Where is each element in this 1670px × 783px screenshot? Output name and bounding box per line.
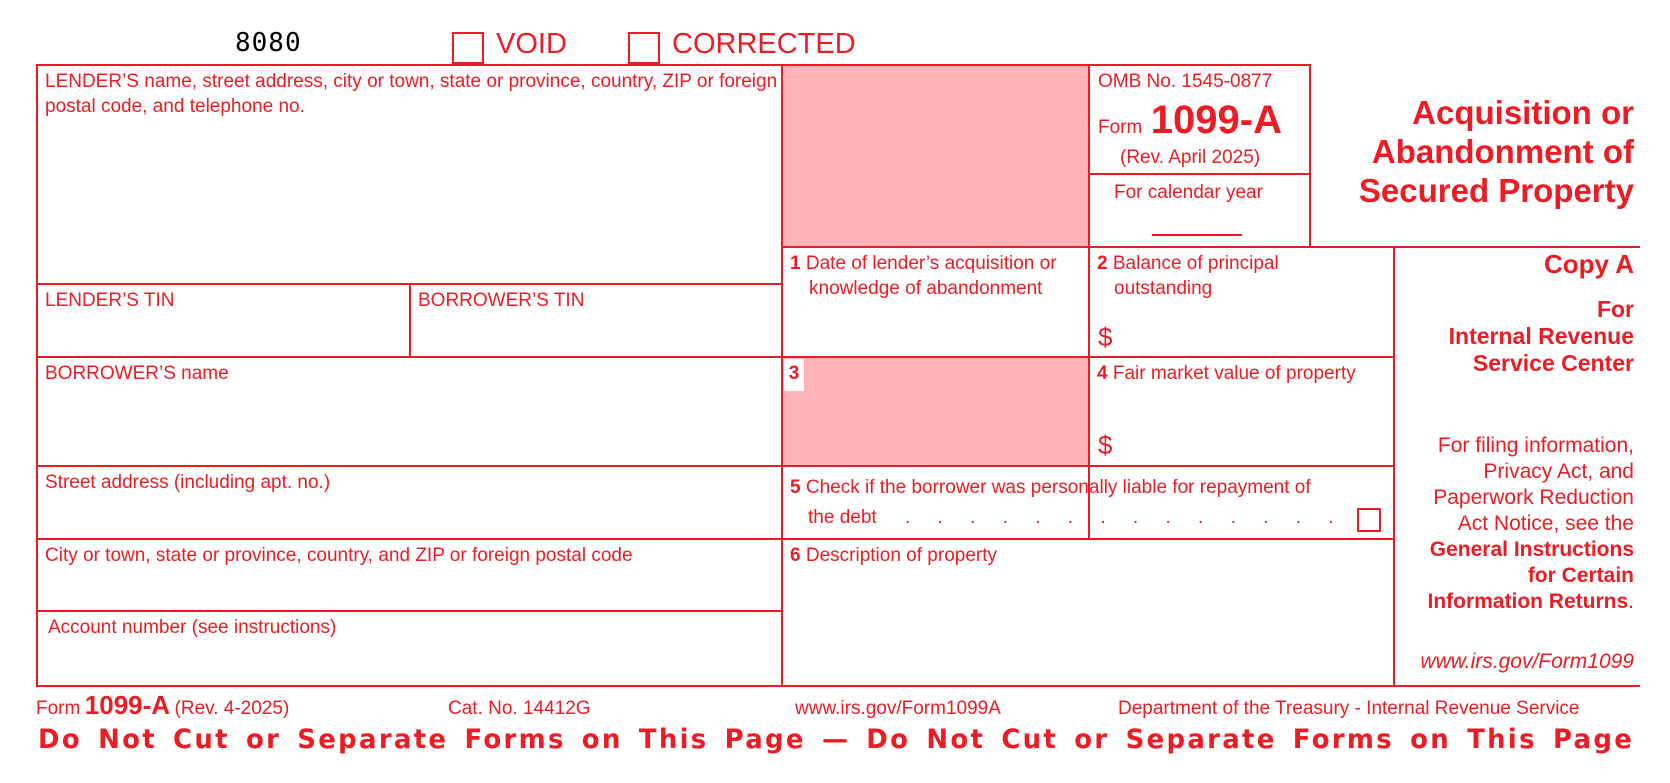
box5-label-line1: Check if the borrower was personally liable for repayment of — [805, 477, 1311, 498]
box1-label-line2: knowledge of abandonment — [809, 278, 1043, 299]
shaded-area-box3 — [783, 358, 1088, 465]
col-sep-omb — [1309, 64, 1311, 248]
shaded-area-top — [783, 66, 1088, 246]
filing-info-line4: Act Notice, see the — [1457, 512, 1634, 535]
rule-borrower-name — [36, 356, 1395, 358]
borrower-name-field[interactable] — [38, 388, 781, 465]
title-line-3: Secured Property — [1358, 172, 1634, 209]
copy-a-title: Copy A — [1543, 249, 1634, 279]
copy-a-for-block — [1400, 296, 1634, 377]
corrected-checkbox[interactable] — [628, 32, 660, 64]
box5-label-line2: the debt — [808, 507, 877, 528]
do-not-cut-notice: Do Not Cut or Separate Forms on This Page — Do Not Cut or Separate Forms on This Page — [38, 724, 1635, 755]
box2-label-line1: Balance of principal — [1112, 253, 1279, 274]
void-checkbox[interactable] — [452, 32, 484, 64]
form-code: 8080 — [235, 28, 302, 58]
omb-number: OMB No. 1545-0877 — [1098, 71, 1273, 92]
calendar-year-label: For calendar year — [1114, 182, 1263, 203]
footer-url[interactable]: www.irs.gov/Form1099A — [795, 698, 1001, 719]
box6-number: 6 — [790, 545, 801, 566]
footer-form-id — [36, 690, 289, 721]
box5-number: 5 — [790, 477, 801, 498]
copy-a-url[interactable]: www.irs.gov/Form1099 — [1420, 650, 1634, 673]
rule-street — [36, 465, 1395, 467]
form-title — [1316, 93, 1634, 210]
box1-number: 1 — [790, 253, 801, 274]
account-number-label: Account number (see instructions) — [48, 617, 337, 638]
omb-form-word: Form — [1098, 117, 1143, 138]
general-instructions-period: . — [1628, 590, 1634, 613]
title-line-1: Acquisition or — [1412, 94, 1634, 131]
void-label: VOID — [496, 28, 567, 60]
borrower-tin-field[interactable] — [411, 314, 781, 356]
box2-label-line2: outstanding — [1114, 278, 1213, 299]
box5-checkbox[interactable] — [1357, 508, 1381, 532]
box5-leader-dots: . . . . . . . . . . . . . . — [905, 507, 1345, 528]
general-instructions-text: Information Returns — [1427, 590, 1629, 613]
lender-tin-field[interactable] — [38, 314, 409, 356]
box6-label — [790, 543, 997, 568]
footer-cat-number: Cat. No. 14412G — [448, 698, 591, 719]
box4-number: 4 — [1097, 363, 1108, 384]
omb-revision: (Rev. April 2025) — [1120, 147, 1261, 168]
corrected-label: CORRECTED — [672, 28, 856, 60]
rule-city — [36, 538, 1395, 540]
street-address-field[interactable] — [38, 497, 781, 538]
filing-info-line2: Privacy Act, and — [1483, 460, 1634, 483]
general-instructions-line1: General Instructions — [1429, 538, 1634, 561]
footer-department: Department of the Treasury - Internal Revenue Service — [1118, 698, 1580, 719]
omb-form-line — [1098, 98, 1282, 143]
rule-box1 — [781, 246, 1640, 248]
footer-form-number: 1099-A — [84, 690, 171, 720]
box4-label — [1097, 361, 1356, 386]
borrower-name-label: BORROWER’S name — [45, 363, 229, 384]
omb-form-number: 1099-A — [1150, 98, 1282, 142]
col-sep-mid — [1088, 64, 1090, 540]
box2-field[interactable] — [1120, 302, 1391, 356]
filing-info-line1: For filing information, — [1437, 434, 1634, 457]
street-address-label: Street address (including apt. no.) — [45, 472, 331, 493]
frame-top — [36, 64, 1311, 66]
box4-dollar-sign: $ — [1098, 430, 1113, 460]
box2-label — [1097, 251, 1279, 276]
box5-label — [790, 475, 1311, 500]
copy-a-irs-line1: Internal Revenue — [1448, 323, 1634, 349]
rule-lender-tin — [36, 283, 783, 285]
filing-info-block — [1396, 433, 1634, 615]
box3-number: 3 — [784, 359, 804, 391]
city-label: City or town, state or province, country, and ZIP or foreign postal code — [45, 545, 633, 566]
general-instructions-line3 — [1396, 589, 1634, 615]
rule-account — [36, 610, 783, 612]
footer-form-word: Form — [36, 698, 81, 719]
account-number-field[interactable] — [38, 642, 781, 685]
borrower-tin-label: BORROWER’S TIN — [418, 290, 585, 311]
general-instructions-line2: for Certain — [1527, 564, 1634, 587]
box6-field[interactable] — [783, 570, 1391, 685]
city-field[interactable] — [38, 570, 781, 610]
box2-number: 2 — [1097, 253, 1108, 274]
lender-name-field[interactable] — [38, 120, 781, 283]
footer-revision: (Rev. 4-2025) — [174, 698, 290, 719]
box6-label-text: Description of property — [805, 545, 998, 566]
box1-field[interactable] — [783, 302, 1088, 356]
lender-name-label: LENDER’S name, street address, city or town, state or province, country, ZIP or foreign postal code, and telephone no. — [45, 71, 778, 117]
copy-a-for: For — [1596, 296, 1634, 322]
col-sep-right — [1393, 247, 1395, 687]
frame-bottom — [36, 685, 1640, 687]
box2-dollar-sign: $ — [1098, 322, 1113, 352]
filing-info-line3: Paperwork Reduction — [1433, 486, 1634, 509]
lender-tin-label: LENDER’S TIN — [45, 290, 175, 311]
box4-field[interactable] — [1120, 390, 1391, 465]
box1-label — [790, 251, 1057, 276]
box4-label-text: Fair market value of property — [1112, 363, 1356, 384]
rule-omb-rev — [1088, 173, 1311, 175]
copy-a-irs-line2: Service Center — [1472, 350, 1634, 376]
box1-label-line1: Date of lender’s acquisition or — [805, 253, 1057, 274]
title-line-2: Abandonment of — [1371, 133, 1634, 170]
calendar-year-field[interactable] — [1152, 210, 1242, 236]
